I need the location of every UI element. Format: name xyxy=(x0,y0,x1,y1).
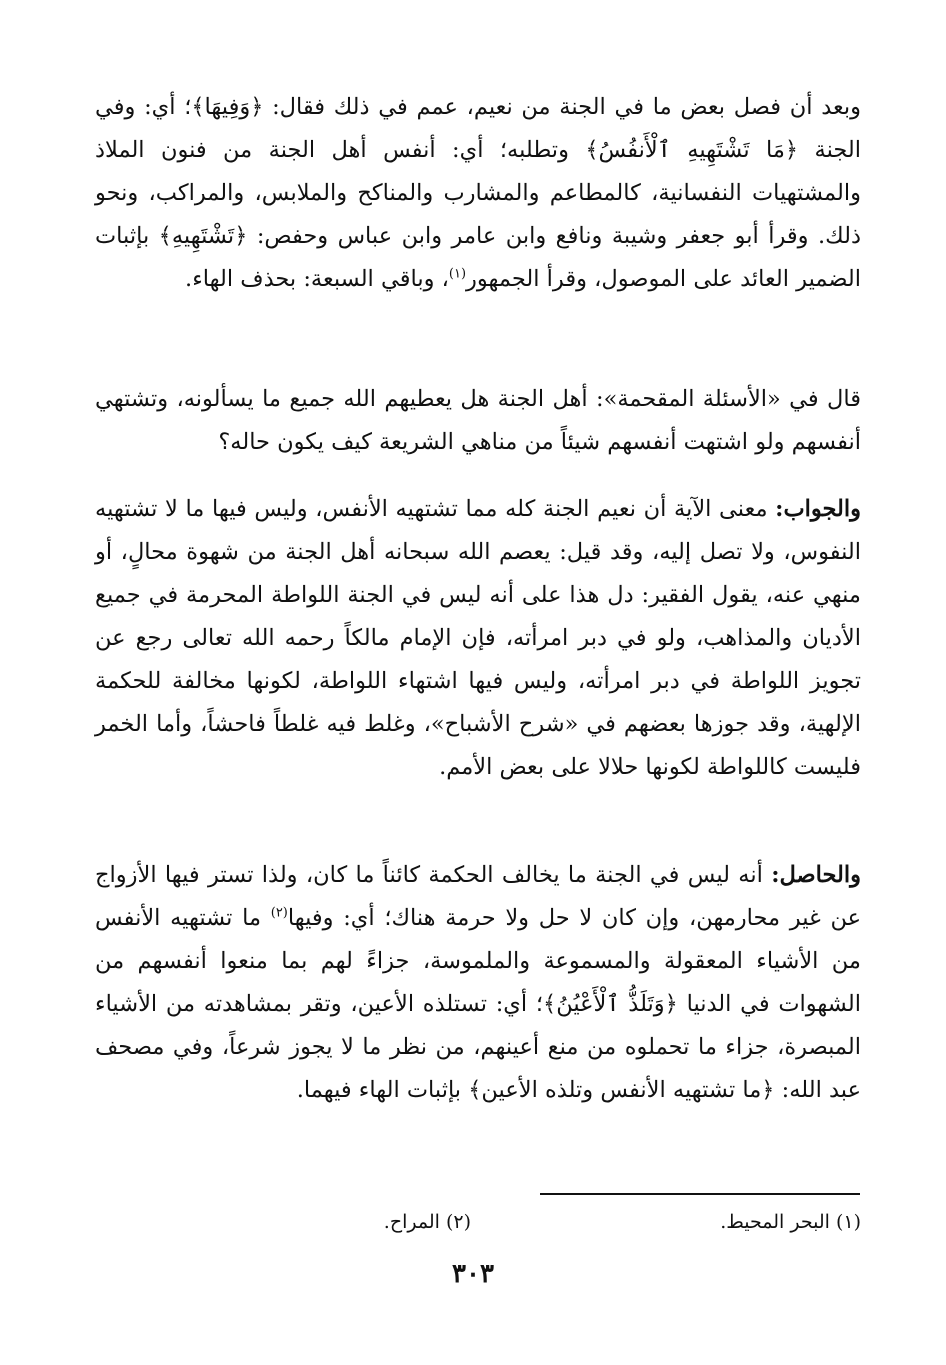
footnote-ref-1: (١) xyxy=(448,266,467,282)
paragraph-2 xyxy=(95,378,861,464)
footnote-1: (١) البحر المحيط. xyxy=(720,1211,861,1233)
paragraph-1 xyxy=(95,86,861,301)
paragraph-3 xyxy=(95,488,861,789)
paragraph-4 xyxy=(95,854,861,1112)
paragraph-3-text: معنى الآية أن نعيم الجنة كله مما تشتهيه الأنفس، وليس فيها ما لا تشتهيه النفوس، ولا تصل إليه، وقد قيل: يعصم الله سبحانه أهل الجنة من شهوة محالٍ، أو منهي عنه، يقول الفقير: دل هذا على أنه ليس في الجنة اللواطة المحرمة في جميع الأديان والمذاهب، ولو في دبر امرأته، فإن الإمام مالكاً رحمه الله تعالى رجع عن تجويز اللواطة في دبر امرأته، وليس فيها اشتهاء اللواطة، لكونها مخالفة للحكمة الإلهية، وقد جوزها بعضهم في «شرح الأشباح»، وغلط فيه غلطاً فاحشاً، وأما الخمر فليست كاللواطة لكونها حلالا على بعض الأمم. xyxy=(95,496,861,780)
paragraph-3-lead: والجواب: xyxy=(775,496,861,522)
paragraph-4-text: أنه ليس في الجنة ما يخالف الحكمة كائناً ما كان، ولذا تستر فيها الأزواج عن غير محارمهن، وإن كان لا حل ولا حرمة هناك؛ أي: وفيها xyxy=(95,862,861,931)
footnote-divider xyxy=(540,1193,860,1195)
paragraph-2-text: قال في «الأسئلة المقحمة»: أهل الجنة هل يعطيهم الله جميع ما يسألونه، وتشتهي أنفسهم ولو اشتهت أنفسهم شيئاً من مناهي الشريعة كيف يكون حاله؟ xyxy=(95,386,861,455)
paragraph-4-tail: ما تشتهيه الأنفس من الأشياء المعقولة والمسموعة والملموسة، جزاءً لهم بما منعوا أنفسهم من الشهوات في الدنيا ﴿وَتَلَذُّ ٱلْأَعْيُنُ﴾؛ أي: تستلذه الأعين، وتقر بمشاهدته من الأشياء المبصرة، جزاء ما تحملوه من منع أعينهم، من نظر ما لا يجوز شرعاً، وفي مصحف عبد الله: ﴿ما تشتهيه الأنفس وتلذه الأعين﴾ بإثبات الهاء فيهما. xyxy=(95,905,861,1103)
page-number: ٣٠٣ xyxy=(452,1259,494,1289)
footnote-2: (٢) المراح. xyxy=(383,1211,471,1233)
paragraph-4-lead: والحاصل: xyxy=(771,862,861,888)
paragraph-1-tail: ، وباقي السبعة: بحذف الهاء. xyxy=(185,266,449,292)
paragraph-1-text: وبعد أن فصل بعض ما في الجنة من نعيم، عمم في ذلك فقال: ﴿وَفِيهَا﴾؛ أي: وفي الجنة ﴿مَا تَشْتَهِيهِ ٱلْأَنفُسُ﴾ وتطلبه؛ أي: أنفس أهل الجنة من فنون الملاذ والمشتهيات النفسانية، كالمطاعم والمشارب والمناكح والملابس، والمراكب، ونحو ذلك. وقرأ أبو جعفر وشيبة ونافع وابن عامر وابن عباس وحفص: ﴿تَشْتَهِيهِ﴾ بإثبات الضمير العائد على الموصول، وقرأ الجمهور xyxy=(95,94,861,292)
footnote-ref-2: (٢) xyxy=(270,905,288,921)
